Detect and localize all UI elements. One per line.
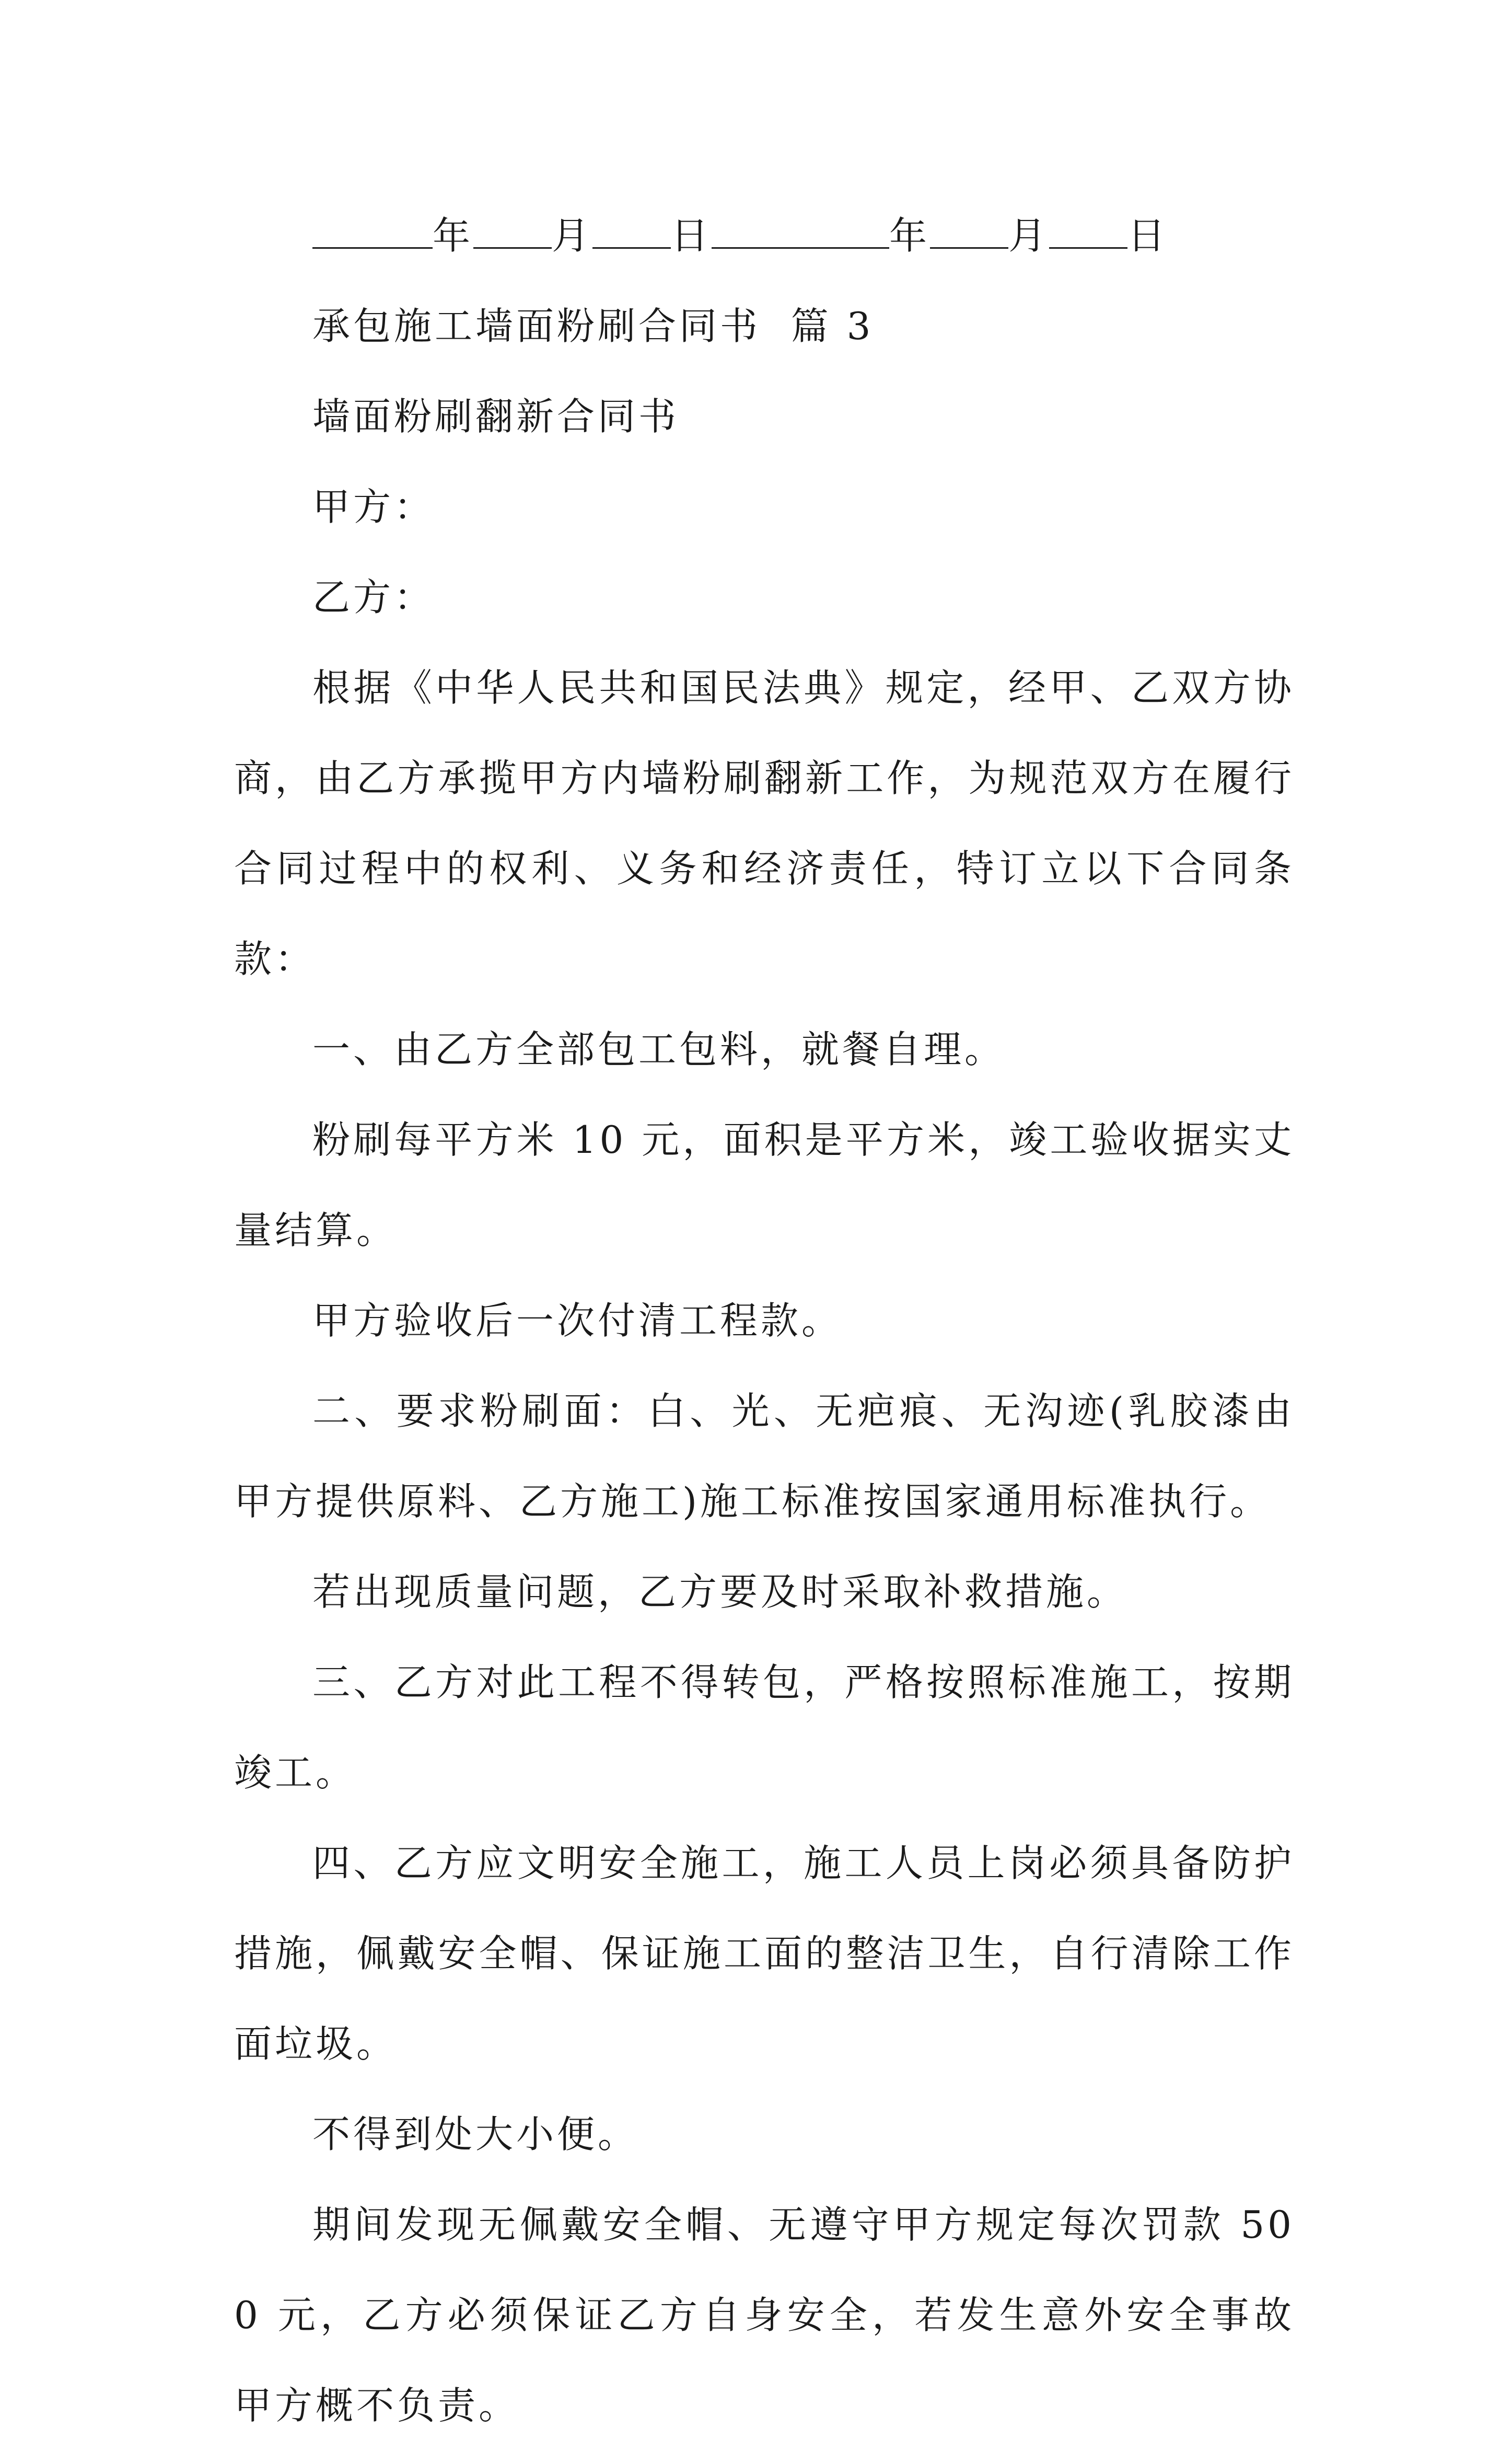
year-label: 年 [433,214,474,258]
year-blank[interactable] [312,202,433,249]
signature-date-line [234,191,1295,281]
month-label: 月 [552,214,593,258]
month-blank-second[interactable] [930,202,1008,249]
party-b-label: 乙方： [312,575,435,619]
paragraph-penalty: 期间发现无佩戴安全帽、无遵守甲方规定每次罚款 500 元，乙方必须保证乙方自身安全，若发生意外安全事故甲方概不负责。 [234,2203,1295,2427]
day-label-second: 日 [1127,214,1169,258]
paragraph-hygiene: 不得到处大小便。 [312,2112,639,2156]
year-label-second: 年 [889,214,931,258]
section-title: 承包施工墙面粉刷合同书 篇 3 [312,304,874,348]
contract-title: 墙面粉刷翻新合同书 [312,395,680,438]
day-label: 日 [671,214,712,258]
paragraph-clause-3: 三、乙方对此工程不得转包，严格按照标准施工，按期竣工。 [234,1660,1295,1795]
paragraph-quality: 若出现质量问题，乙方要及时采取补救措施。 [312,1570,1128,1614]
day-blank-second[interactable] [1049,202,1127,249]
day-blank[interactable] [592,202,671,249]
month-label-second: 月 [1008,214,1050,258]
paragraph-price: 粉刷每平方米 10 元，面积是平方米，竣工验收据实丈量结算。 [234,1118,1295,1252]
paragraph-payment: 甲方验收后一次付清工程款。 [312,1299,843,1343]
paragraph-clause-4: 四、乙方应文明安全施工，施工人员上岗必须具备防护措施，佩戴安全帽、保证施工面的整洁卫生，自行清除工作面垃圾。 [234,1841,1295,2066]
paragraph-preamble: 根据《中华人民共和国民法典》规定，经甲、乙双方协商，由乙方承揽甲方内墙粉刷翻新工作，为规范双方在履行合同过程中的权利、义务和经济责任，特订立以下合同条款： [234,666,1295,981]
document-body [234,191,1295,2451]
year-blank-second[interactable] [712,202,889,249]
party-a-label: 甲方： [312,485,435,529]
paragraph-clause-1: 一、由乙方全部包工包料，就餐自理。 [312,1027,1006,1071]
month-blank[interactable] [473,202,552,249]
paragraph-clause-2: 二、要求粉刷面：白、光、无疤痕、无沟迹(乳胶漆由甲方提供原料、乙方施工)施工标准按国家通用标准执行。 [234,1389,1295,1523]
